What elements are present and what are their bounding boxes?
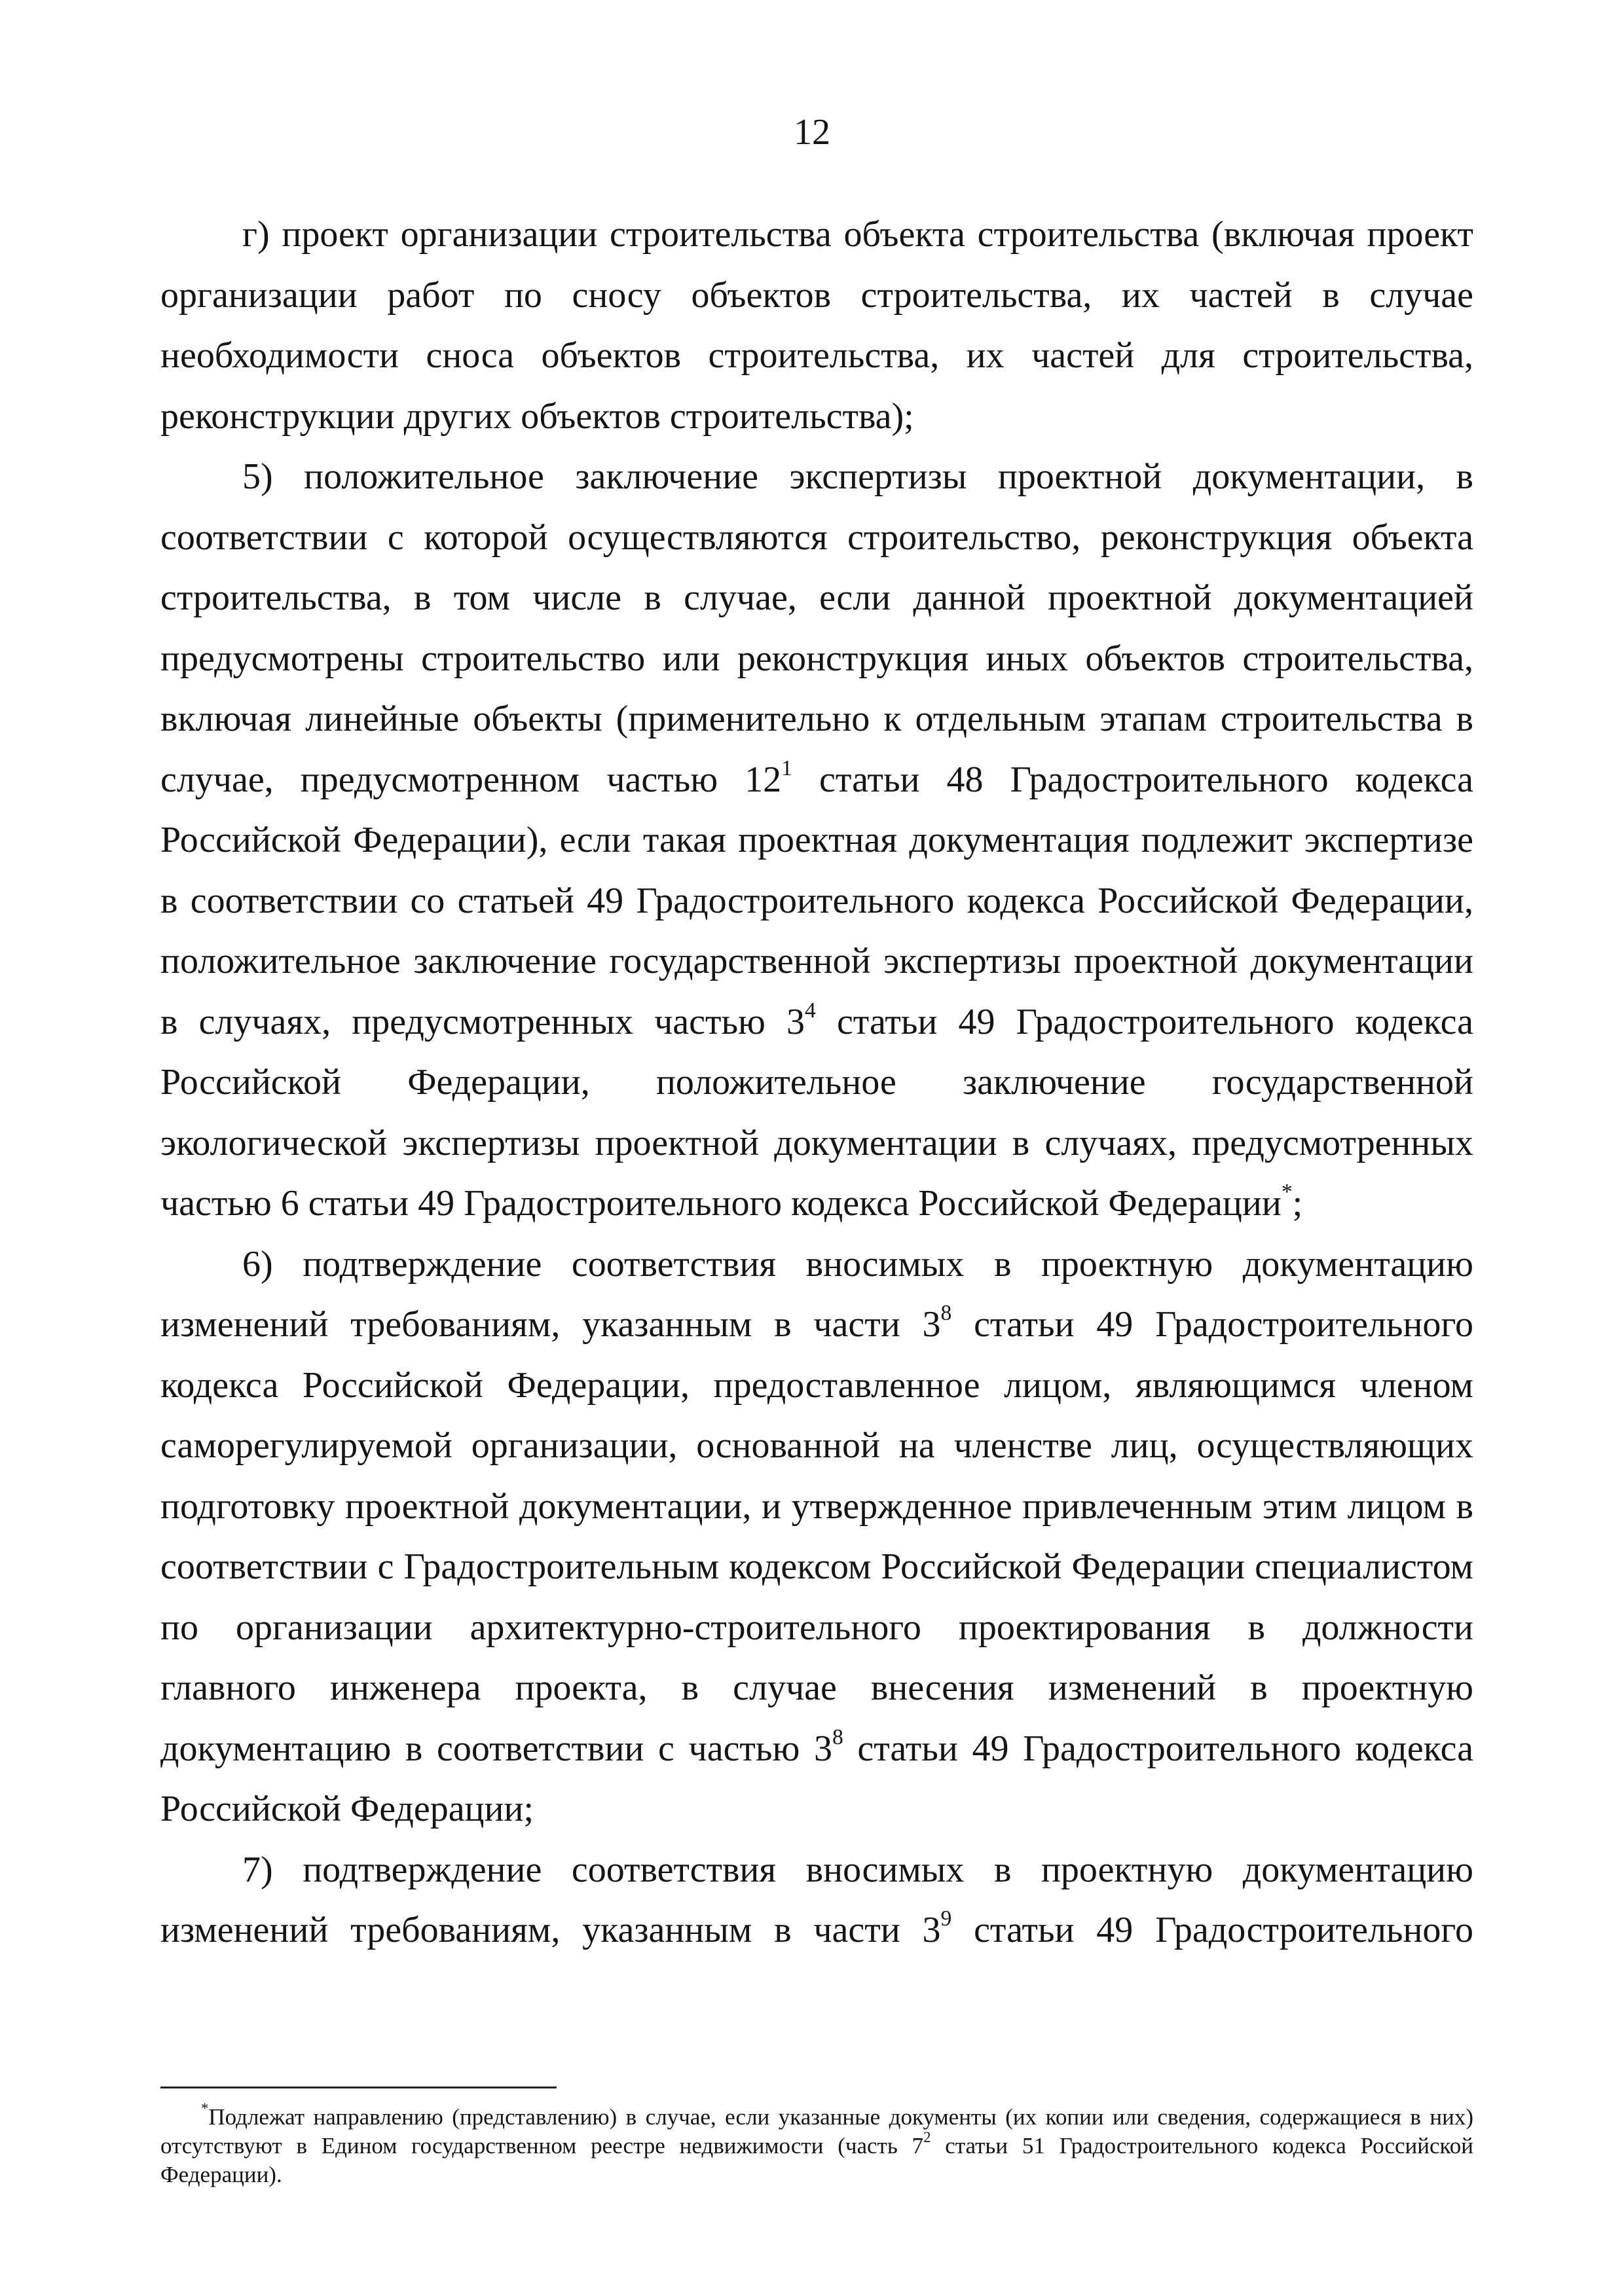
- paragraph-text: ;: [1292, 1183, 1303, 1224]
- paragraph-text: 7) подтверждение соответствия вносимых в проектную документацию изменений требованиям, указанным в части 3: [160, 1849, 1473, 1950]
- paragraph-text: г) проект организации строительства объекта строительства (включая проект организации работ по сносу объектов строительства, их частей в случае необходимости сноса объектов строительства, их частей для строительства, реконструкции других объектов строительства);: [160, 214, 1473, 437]
- paragraph-text: статьи 49 Градостроительного кодекса Российской Федерации;: [160, 1728, 1473, 1829]
- paragraph-6: [160, 1234, 1473, 1840]
- page-number: 12: [794, 112, 830, 153]
- paragraph-text: 5) положительное заключение экспертизы проектной документации, в соответствии с которой осуществляются строительство, реконструкция объекта строительства, в том числе в случае, если данной проектной документацией предусмотрены строительство или реконструкция иных объектов строительства, включая линейные объекты (применительно к отдельным этапам строительства в случае, предусмотренном частью 12: [160, 456, 1473, 800]
- superscript: 8: [940, 1300, 952, 1325]
- paragraph-text: статьи 49 Градостроительного: [951, 1910, 1473, 1950]
- superscript: 4: [805, 998, 816, 1023]
- footnote-text: статьи 51 Градостроительного кодекса Российской Федерации).: [160, 2133, 1473, 2187]
- paragraph-7: [160, 1840, 1473, 1961]
- footnote-text: Подлежат направлению (представлению) в случае, если указанные документы (их копии или сведения, содержащиеся в них) отсутствуют в Едином государственном реестре недвижимости (часть 7: [160, 2104, 1473, 2159]
- superscript: 9: [940, 1906, 952, 1931]
- paragraph-5: [160, 446, 1473, 1234]
- footnote-separator: [160, 2086, 557, 2088]
- superscript: 1: [781, 756, 792, 780]
- footnote-mark: *: [201, 2100, 209, 2117]
- superscript: 8: [832, 1724, 843, 1749]
- paragraph-text: статьи 48 Градостроительного кодекса Российской Федерации), если такая проектная документация подлежит экспертизе в соответствии со статьей 49 Градостроительного кодекса Российской Федерации, положительное заключение государственной экспертизы проектной документации в случаях, предусмотренных частью 3: [160, 759, 1473, 1042]
- paragraph-g: [160, 204, 1473, 446]
- superscript: 2: [923, 2128, 931, 2145]
- paragraph-text: 6) подтверждение соответствия вносимых в проектную документацию изменений требованиям, указанным в части 3: [160, 1243, 1473, 1345]
- footnote: [160, 2100, 1473, 2189]
- paragraph-text: статьи 49 Градостроительного кодекса Российской Федерации, положительное заключение государственной экологической экспертизы проектной документации в случаях, предусмотренных частью 6 статьи 49 Градостроительного кодекса Российской Федерации: [160, 1001, 1473, 1224]
- footnote-reference: *: [1281, 1179, 1293, 1204]
- paragraph-text: статьи 49 Градостроительного кодекса Российской Федерации, предоставленное лицом, являющимся членом саморегулируемой организации, основанной на членстве лиц, осуществляющих подготовку проектной документации, и утвержденное привлеченным этим лицом в соответствии с Градостроительным кодексом Российской Федерации специалистом по организации архитектурно-строительного проектирования в должности главного инженера проекта, в случае внесения изменений в проектную документацию в соответствии с частью 3: [160, 1304, 1473, 1769]
- document-body: [160, 204, 1473, 1961]
